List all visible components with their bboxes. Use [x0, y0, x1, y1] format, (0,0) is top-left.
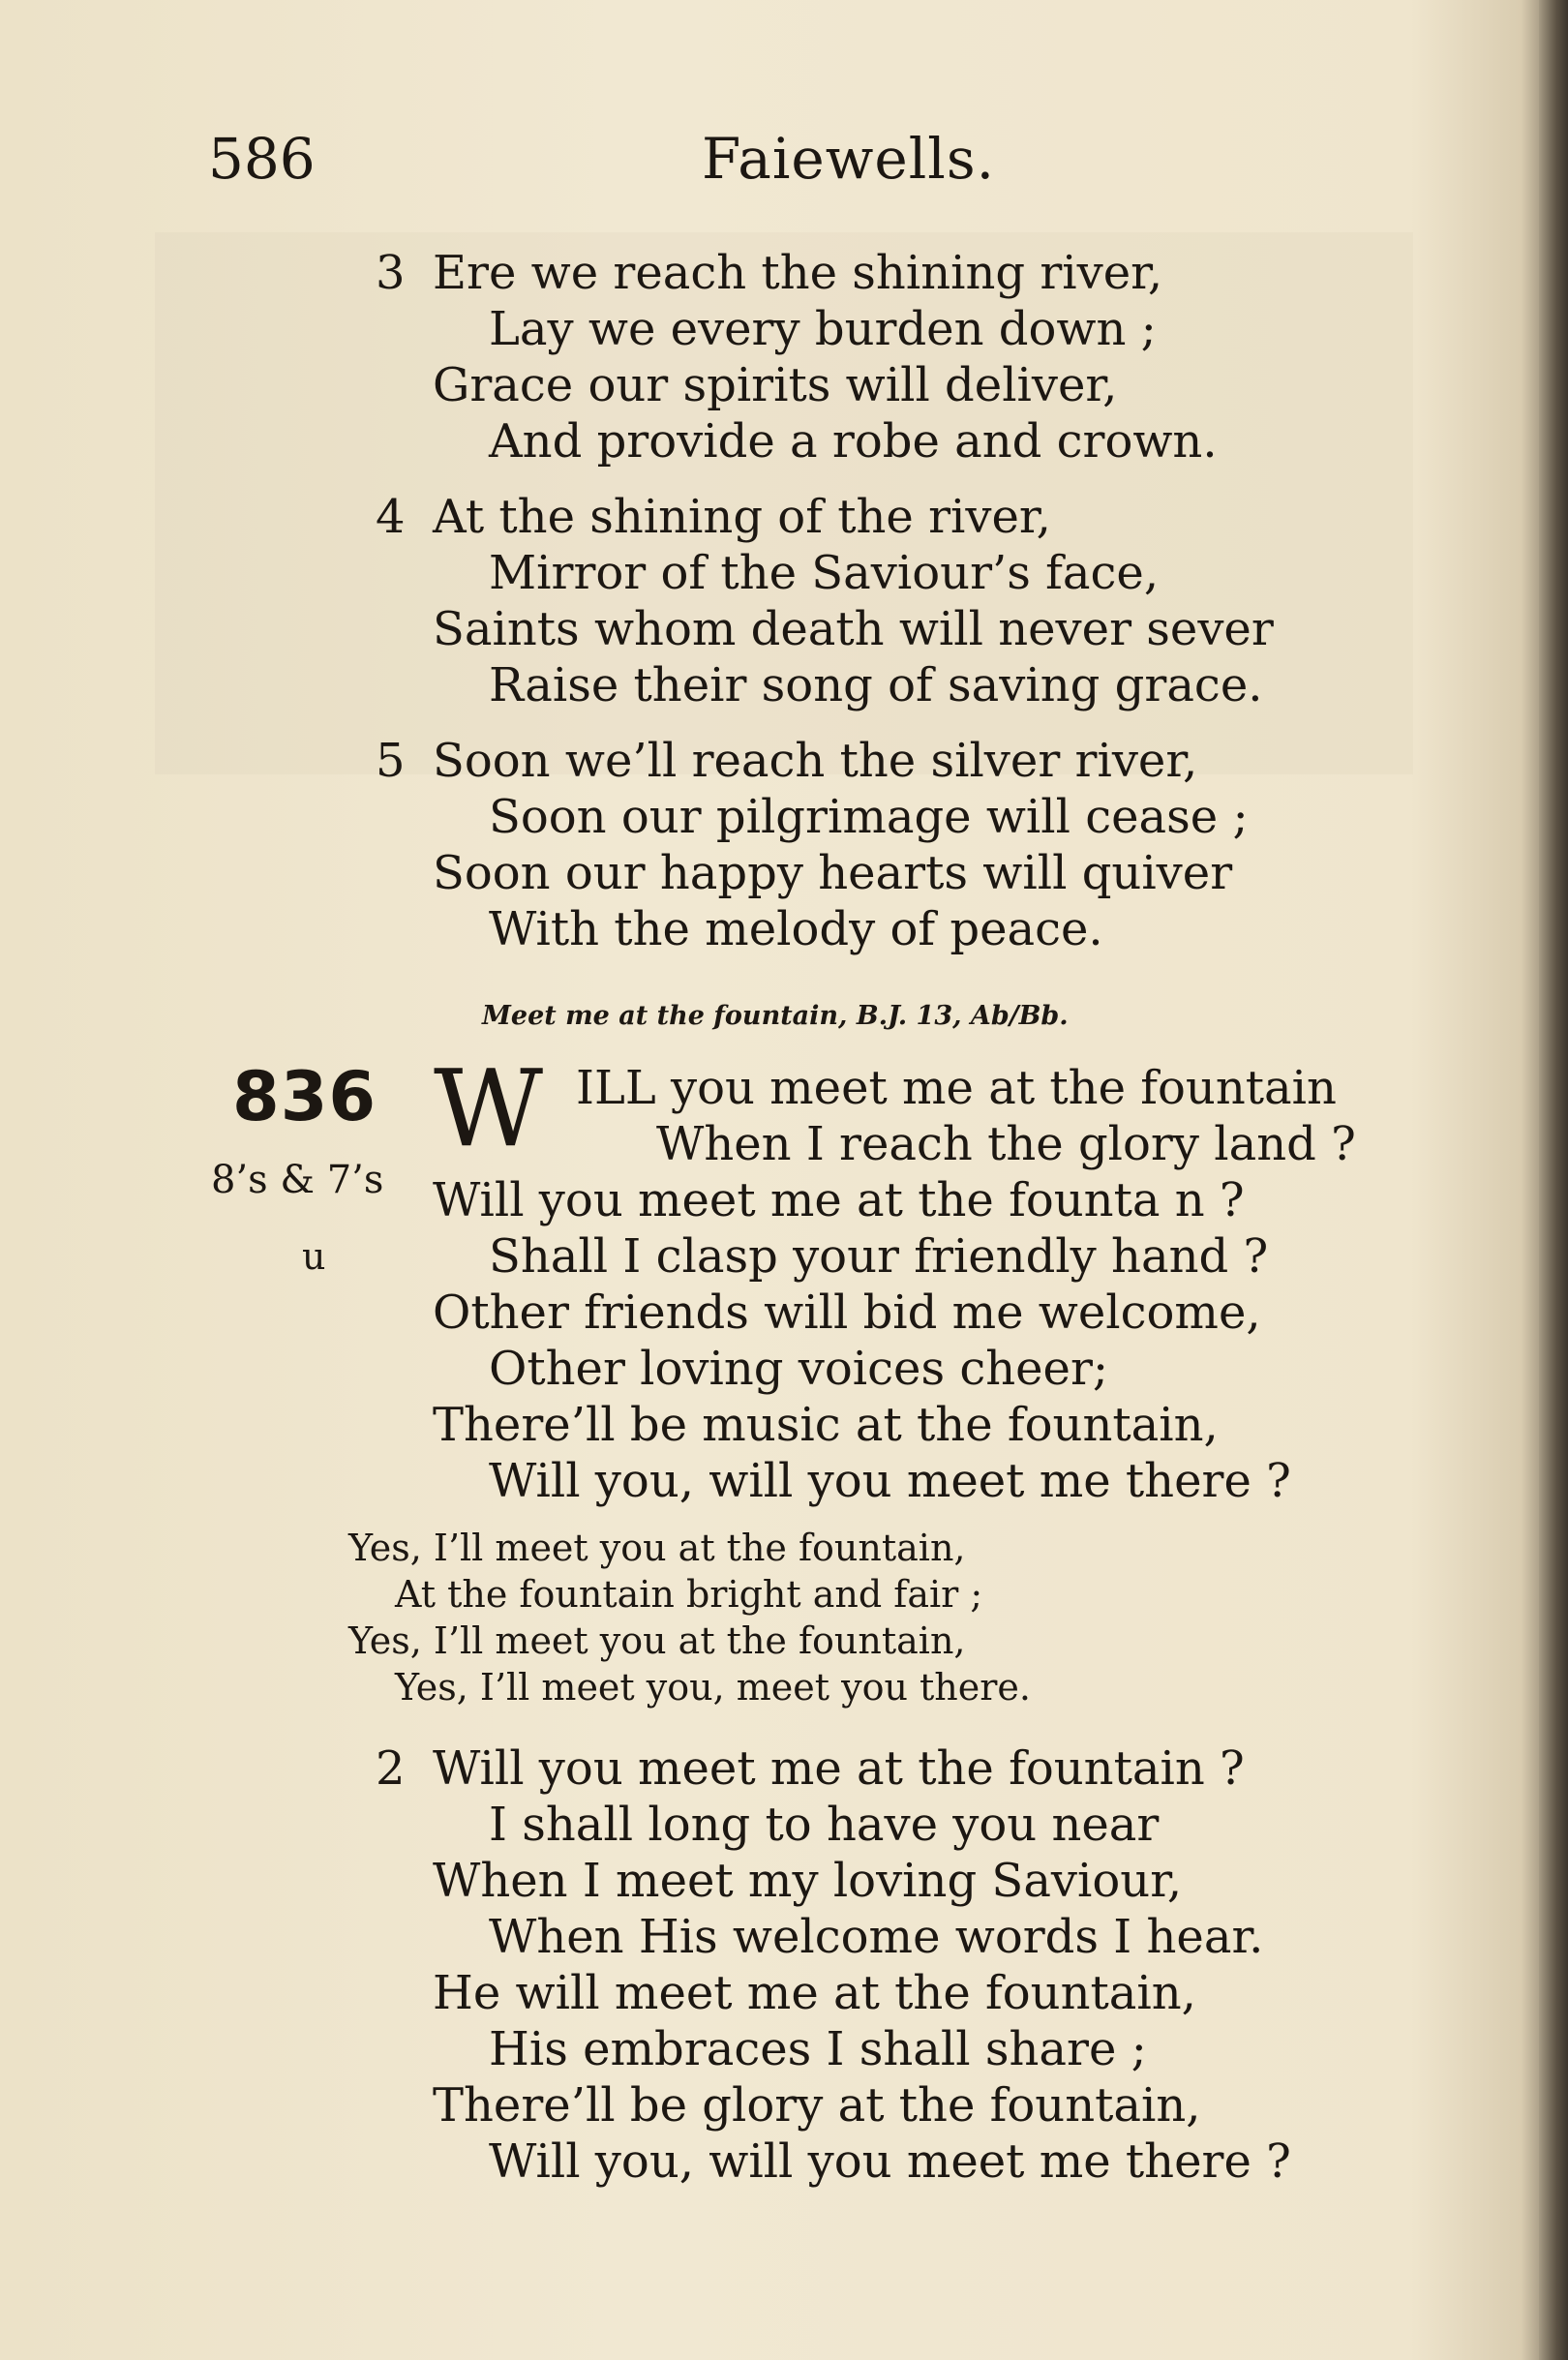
verse-number: 2: [376, 1741, 406, 1796]
verse-line: Will you meet me at the fountain ?: [433, 1741, 1245, 1796]
verse-line: Lay we every burden down ;: [489, 302, 1157, 356]
verse-line: Will you meet me at the founta n ?: [433, 1173, 1245, 1227]
chorus-line: Yes, I’ll meet you, meet you there.: [395, 1666, 1031, 1709]
verse-line: Ere we reach the shining river,: [433, 246, 1163, 300]
chorus-line: Yes, I’ll meet you at the fountain,: [348, 1619, 966, 1662]
verse-line: Soon our happy hearts will quiver: [433, 846, 1233, 900]
hymn-meter: 8’s & 7’s: [211, 1158, 384, 1202]
verse-line: Soon we’ll reach the silver river,: [433, 734, 1198, 788]
verse-line: Other friends will bid me welcome,: [433, 1286, 1261, 1340]
page-edge-shadow: [1539, 0, 1568, 2360]
chorus-line: Yes, I’ll meet you at the fountain,: [348, 1527, 966, 1569]
page-number: 586: [208, 126, 316, 192]
verse-line: Raise their song of saving grace.: [489, 658, 1263, 712]
verse-line: There’ll be music at the fountain,: [433, 1398, 1219, 1452]
verse-line: Will you, will you meet me there ?: [489, 1454, 1291, 1508]
verse-line: Mirror of the Saviour’s face,: [489, 546, 1160, 600]
verse-line: There’ll be glory at the fountain,: [433, 2078, 1201, 2133]
chorus-line: At the fountain bright and fair ;: [395, 1573, 983, 1616]
verse-line: Will you, will you meet me there ?: [489, 2134, 1291, 2189]
hymn-key: u: [302, 1235, 326, 1278]
verse-number: 5: [376, 734, 406, 788]
verse-line: Other loving voices cheer;: [489, 1342, 1109, 1396]
verse-line: And provide a robe and crown.: [489, 414, 1218, 469]
verse-line: I shall long to have you near: [489, 1798, 1160, 1852]
hymn-number: 836: [232, 1057, 377, 1136]
verse-number: 4: [376, 490, 406, 544]
page-header: [0, 126, 1568, 203]
verse-line: When His welcome words I hear.: [489, 1910, 1264, 1964]
verse-line: Shall I clasp your friendly hand ?: [489, 1229, 1269, 1284]
verse-line: Soon our pilgrimage will cease ;: [489, 790, 1249, 844]
verse-line: When I meet my loving Saviour,: [433, 1854, 1183, 1908]
verse-line: With the melody of peace.: [489, 902, 1103, 956]
verse-line: He will meet me at the fountain,: [433, 1966, 1196, 2020]
verse-line: His embraces I shall share ;: [489, 2022, 1147, 2076]
tune-line: Meet me at the fountain, B.J. 13, Ab/Bb.: [482, 1001, 1069, 1031]
verse-line: Grace our spirits will deliver,: [433, 358, 1118, 412]
running-head: Faiewells.: [702, 126, 996, 192]
drop-cap: W: [434, 1046, 544, 1170]
verse-line: At the shining of the river,: [433, 490, 1051, 544]
verse-line: When I reach the glory land ?: [656, 1117, 1356, 1171]
verse-number: 3: [376, 246, 406, 300]
verse-line: ILL you meet me at the fountain: [576, 1061, 1337, 1115]
verse-line: Saints whom death will never sever: [433, 602, 1274, 656]
